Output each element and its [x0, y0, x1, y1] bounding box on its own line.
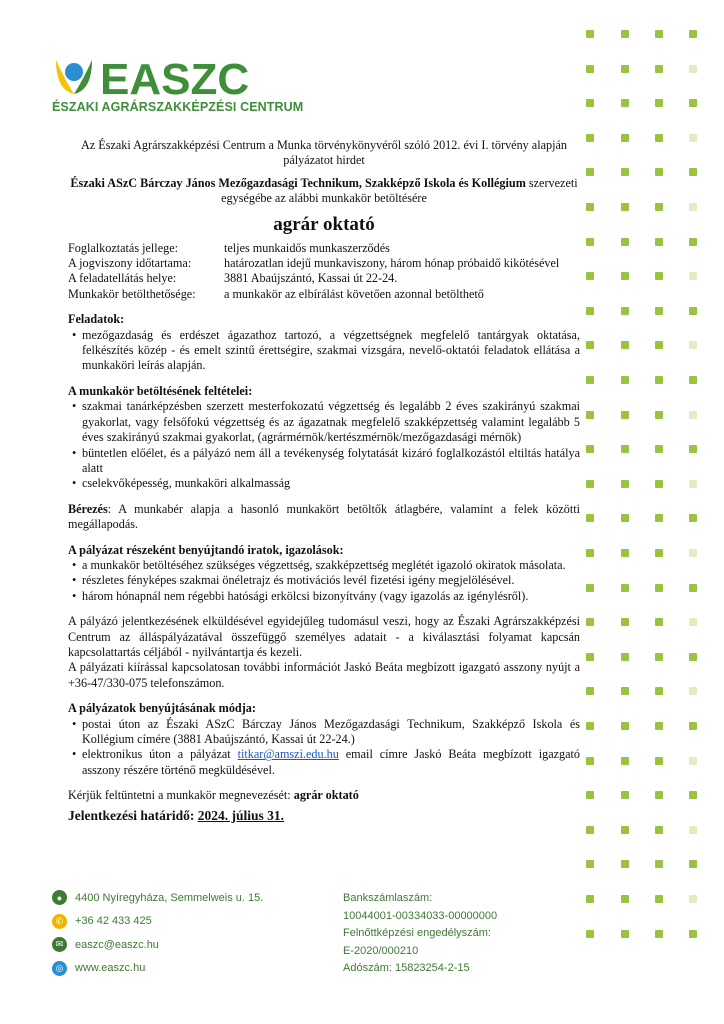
decorative-dot	[621, 895, 629, 903]
submission-email-after: email címre Jaskó Beáta megbízott igazgató asszony részére történő megküldésével.	[82, 747, 580, 777]
contact-paragraph: A pályázati kiírással kapcsolatosan további információt Jaskó Beáta megbízott igazgató asszony nyújt a +36-47/330-075 telefonszámon.	[68, 660, 580, 690]
info-value: 3881 Abaújszántó, Kassai út 22-24.	[224, 271, 398, 286]
decorative-dot	[586, 238, 594, 246]
globe-icon: ◎	[52, 961, 67, 976]
deadline-label: Jelentkezési határidő:	[68, 807, 198, 823]
intro-text: Az Északi Agrárszakképzési Centrum a Munka törvénykönyvéről szóló 2012. évi I. törvény alapján pályázatot hirdet	[81, 138, 567, 168]
decorative-dot	[621, 134, 629, 142]
footer-bank-line: E-2020/000210	[343, 944, 419, 957]
decorative-dot	[586, 203, 594, 211]
documents-title: A pályázat részeként benyújtandó iratok, igazolások:	[68, 542, 344, 557]
decorative-dot	[655, 134, 663, 142]
info-table	[68, 241, 580, 303]
decorative-dot	[689, 376, 697, 384]
info-value: a munkakör az elbírálást követően azonnal betölthető	[224, 286, 484, 301]
decorative-dot	[655, 826, 663, 834]
decorative-dot	[689, 930, 697, 938]
decorative-dot	[689, 238, 697, 246]
decorative-dot	[586, 618, 594, 626]
decorative-dot	[689, 584, 697, 592]
footer-bank-line: Felnőttképzési engedélyszám:	[343, 927, 491, 939]
decorative-dot	[655, 411, 663, 419]
decorative-dot	[655, 584, 663, 592]
requirements-title: A munkakör betöltésének feltételei:	[68, 383, 253, 398]
consent-paragraph: A pályázó jelentkezésének elküldésével egyidejűleg tudomásul veszi, hogy az Északi Agrárszakképzési Centrum az álláspályázatával összefüggő személyes adatait - a kiválasztási folyamat kapcsán kapcsolattartás céljából - nyilvántartja és kezeli.	[68, 614, 580, 659]
decorative-dot	[621, 30, 629, 38]
deadline-line	[68, 808, 580, 823]
footer-contact-item	[52, 886, 263, 910]
decorative-dot	[655, 618, 663, 626]
logo-blue-circle	[65, 63, 83, 81]
logo-subtitle: ÉSZAKI AGRÁRSZAKKÉPZÉSI CENTRUM	[52, 100, 304, 114]
decorative-dot	[621, 376, 629, 384]
footer-contact-text: 4400 Nyíregyháza, Semmelweis u. 15.	[75, 891, 264, 904]
decorative-dot	[655, 168, 663, 176]
decorative-dot	[689, 791, 697, 799]
footer-bank-line: 10044001-00334033-00000000	[343, 909, 498, 922]
decorative-dot	[586, 826, 594, 834]
submission-email-before: elektronikus úton a pályázat	[82, 747, 238, 762]
requirements-list	[68, 399, 580, 491]
decorative-dot	[655, 860, 663, 868]
decorative-dot	[586, 411, 594, 419]
decorative-dot	[586, 134, 594, 142]
footer-bank-info	[343, 892, 497, 980]
tasks-list	[68, 328, 580, 374]
salary-label: Bérezés	[68, 501, 108, 516]
decorative-dot	[689, 203, 697, 211]
decorative-dot	[655, 653, 663, 661]
info-row	[68, 271, 580, 286]
footer-contact-text: +36 42 433 425	[75, 915, 152, 928]
request-line	[68, 788, 580, 803]
decorative-dot	[655, 791, 663, 799]
decorative-dot	[621, 307, 629, 315]
decorative-dot	[621, 722, 629, 730]
decorative-dot	[586, 99, 594, 107]
documents-list	[68, 558, 580, 604]
footer-bank-line: Adószám: 15823254-2-15	[343, 962, 470, 974]
decorative-dot	[621, 514, 629, 522]
footer-contact-item	[52, 933, 263, 957]
info-value: határozatlan idejű munkaviszony, három hónap próbaidő kikötésével	[224, 256, 560, 271]
task-item: • mezőgazdaság és erdészet ágazathoz tartozó, a végzettségnek megfelelő tantárgyak oktatása, felkészítés közép - és emelt szintű érettségire, szakmai vizsgára, nevelő-oktatói feladatok ellátása a munkaköri leírás alapján.	[68, 328, 580, 374]
decorative-dot	[586, 341, 594, 349]
decorative-dot	[655, 30, 663, 38]
decorative-dot	[655, 307, 663, 315]
decorative-dot	[586, 514, 594, 522]
request-text: Kérjük feltüntetni a munkakör megnevezését:	[68, 788, 294, 803]
decorative-dot	[689, 757, 697, 765]
decorative-dot	[655, 272, 663, 280]
footer-bank-line: Bankszámlaszám:	[343, 892, 433, 904]
footer-contact-item	[52, 957, 263, 981]
decorative-dot	[621, 653, 629, 661]
decorative-dot	[586, 584, 594, 592]
info-label: Munkakör betölthetősége:	[68, 286, 196, 301]
decorative-dot	[689, 99, 697, 107]
decorative-dot	[689, 514, 697, 522]
deadline-date: 2024. július 31.	[197, 807, 285, 823]
decorative-dot	[689, 445, 697, 453]
salary-text: : A munkabér alapja a hasonló munkakört betöltők átlagbére, valamint a felek közötti megállapodás.	[68, 501, 580, 532]
decorative-dot	[689, 30, 697, 38]
decorative-dot	[655, 757, 663, 765]
institution-rest: szervezeti egységébe az alábbi munkakör betöltésére	[221, 175, 578, 206]
decorative-dot	[689, 134, 697, 142]
decorative-dot	[621, 341, 629, 349]
tasks-title: Feladatok:	[68, 312, 125, 327]
decorative-dot	[586, 65, 594, 73]
decorative-dot	[689, 826, 697, 834]
decorative-dot	[689, 341, 697, 349]
decorative-dot	[655, 203, 663, 211]
decorative-dot	[621, 687, 629, 695]
decorative-dot	[586, 687, 594, 695]
decorative-dot	[689, 860, 697, 868]
decorative-dot	[586, 30, 594, 38]
submission-email	[68, 747, 580, 778]
footer-contact-item	[52, 910, 263, 934]
logo-brand-text: EASZC	[100, 55, 250, 104]
decorative-dot	[621, 757, 629, 765]
institution-name: Északi ASzC Bárczay János Mezőgazdasági Technikum, Szakképző Iskola és Kollégium	[70, 175, 526, 190]
institution-line	[68, 176, 580, 207]
decorative-dot	[621, 272, 629, 280]
requirement-item: • büntetlen előélet, és a pályázó nem áll a tevékenység folytatását kizáró foglalkozástól eltiltás hatálya alatt	[68, 446, 580, 477]
decorative-dot	[655, 238, 663, 246]
footer-contact-text[interactable]: www.easzc.hu	[75, 962, 146, 975]
decorative-dot	[689, 895, 697, 903]
decorative-dot	[586, 791, 594, 799]
decorative-dot	[655, 687, 663, 695]
decorative-dot	[655, 549, 663, 557]
decorative-dot	[586, 376, 594, 384]
decorative-dot	[586, 930, 594, 938]
decorative-dot	[586, 480, 594, 488]
requirement-item: • cselekvőképesség, munkaköri alkalmasság	[68, 476, 580, 491]
requirement-item: • szakmai tanárképzésben szerzett mesterfokozatú végzettség és legalább 2 éves szakirányú szakmai gyakorlat, vagy felsőfokú végzettség és az ágazatnak megfelelő szakképzettség valamint legalább 5 éves szakirányú szakmai gyakorlat, (agrármérnök/kertészmérnök/mezőgazdasági mérnök)	[68, 399, 580, 445]
decorative-dot	[586, 307, 594, 315]
decorative-dot	[621, 549, 629, 557]
decorative-dot	[655, 722, 663, 730]
info-row	[68, 287, 580, 302]
info-row	[68, 241, 580, 256]
decorative-dot	[655, 376, 663, 384]
decorative-dot	[655, 341, 663, 349]
footer-contact-text[interactable]: easzc@easzc.hu	[75, 938, 159, 951]
decorative-dot	[655, 895, 663, 903]
decorative-dot	[621, 203, 629, 211]
footer-contacts	[52, 886, 263, 980]
decorative-dot	[621, 584, 629, 592]
decorative-dot	[689, 722, 697, 730]
submission-postal: • postai úton az Északi ASzC Bárczay János Mezőgazdasági Technikum, Szakképző Iskola és Kollégium címére (3881 Abaújszántó, Kassai út 22-24.)	[68, 717, 580, 748]
decorative-dot	[621, 791, 629, 799]
decorative-dot	[689, 411, 697, 419]
decorative-dot	[689, 168, 697, 176]
document-item: • a munkakör betöltéséhez szükséges végzettség, szakképzettség meglétét igazoló okiratok másolata.	[68, 558, 580, 573]
decorative-dot	[586, 445, 594, 453]
document-item: • három hónapnál nem régebbi hatósági erkölcsi bizonyítvány (vagy igazolás az igénylésről).	[68, 589, 580, 604]
decorative-dot	[655, 99, 663, 107]
decorative-dot	[586, 549, 594, 557]
decorative-dot	[621, 618, 629, 626]
decorative-dot	[586, 757, 594, 765]
location-pin-icon: ●	[52, 890, 67, 905]
decorative-dot	[689, 480, 697, 488]
info-value: teljes munkaidős munkaszerződés	[224, 240, 390, 255]
job-posting	[68, 138, 580, 823]
decorative-dot	[621, 168, 629, 176]
decorative-dot	[621, 445, 629, 453]
decorative-dot	[689, 653, 697, 661]
decorative-dot	[586, 653, 594, 661]
info-label: A jogviszony időtartama:	[68, 256, 192, 271]
decorative-dot	[621, 99, 629, 107]
phone-icon: ✆	[52, 914, 67, 929]
position-title: agrár oktató	[273, 213, 375, 235]
info-label: Foglalkoztatás jellege:	[68, 240, 178, 255]
decorative-dot	[689, 549, 697, 557]
decorative-dot	[586, 168, 594, 176]
decorative-dot	[621, 411, 629, 419]
decorative-dot	[655, 930, 663, 938]
email-link[interactable]: titkar@amszi.edu.hu	[237, 747, 339, 762]
decorative-dot	[655, 445, 663, 453]
decorative-dot	[689, 618, 697, 626]
decorative-dot	[655, 514, 663, 522]
info-label: A feladatellátás helye:	[68, 271, 177, 286]
document-item: • részletes fényképes szakmai önéletrajz és motivációs levél fizetési igény megjelölésével.	[68, 573, 580, 588]
decorative-dot	[621, 65, 629, 73]
info-row	[68, 256, 580, 271]
decorative-dot	[689, 687, 697, 695]
decorative-dot	[689, 65, 697, 73]
decorative-dot	[586, 860, 594, 868]
decorative-dot	[689, 272, 697, 280]
envelope-icon: ✉	[52, 937, 67, 952]
decorative-dot	[655, 65, 663, 73]
submission-list	[68, 717, 580, 779]
decorative-dot	[586, 722, 594, 730]
decorative-dot	[621, 860, 629, 868]
submission-title: A pályázatok benyújtásának módja:	[68, 701, 256, 716]
decorative-dot	[586, 895, 594, 903]
decorative-dot	[586, 272, 594, 280]
decorative-dot	[621, 826, 629, 834]
decorative-dot	[621, 480, 629, 488]
decorative-dot	[655, 480, 663, 488]
request-bold: agrár oktató	[293, 788, 359, 803]
decorative-dot	[689, 307, 697, 315]
decorative-dot	[621, 238, 629, 246]
decorative-dot	[621, 930, 629, 938]
salary-paragraph	[68, 502, 580, 533]
